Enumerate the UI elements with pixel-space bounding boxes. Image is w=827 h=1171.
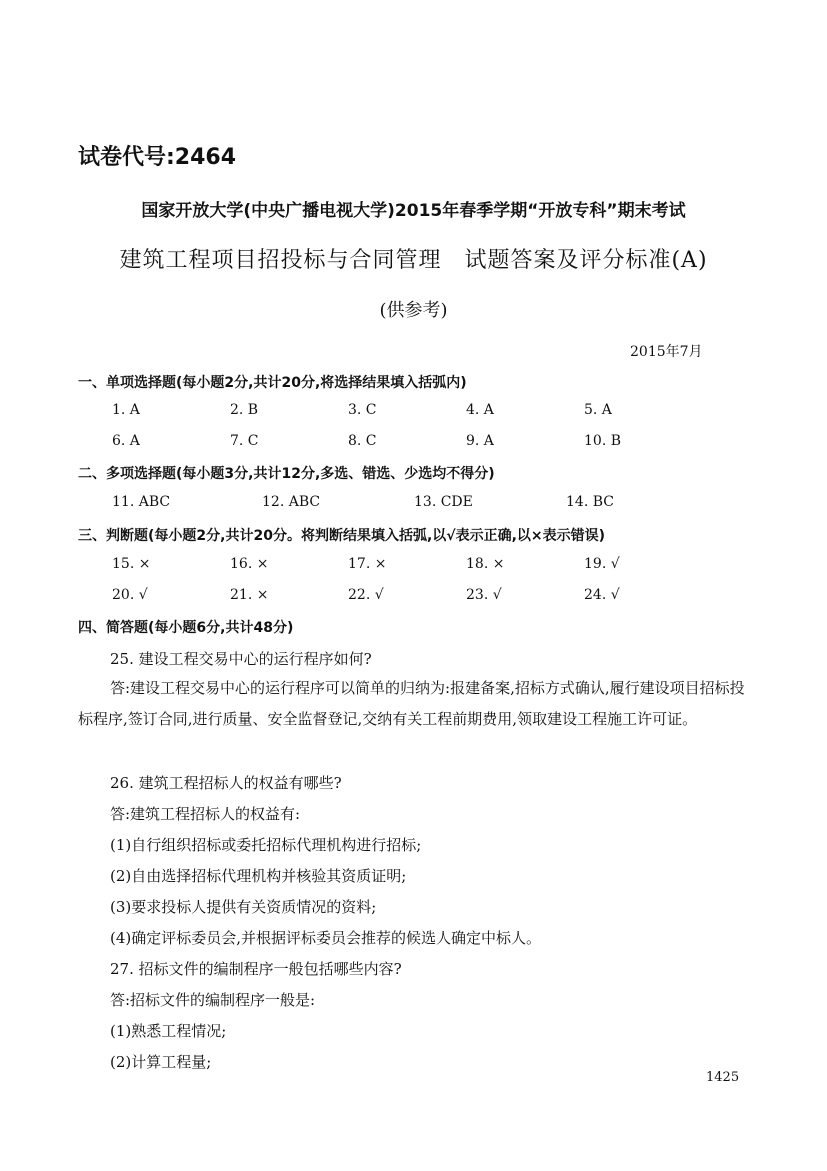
answer-item: 19. √ <box>584 556 620 572</box>
answer-item: 14. BC <box>566 494 614 510</box>
answer-25 <box>78 673 758 735</box>
answer-item: 18. × <box>466 556 505 572</box>
question-27: 27. 招标文件的编制程序一般包括哪些内容? <box>110 960 402 978</box>
answer-item: 6. A <box>112 433 140 449</box>
answer-item: 7. C <box>230 433 259 449</box>
answer-item: 20. √ <box>112 587 148 603</box>
answer-item: 21. × <box>230 587 269 603</box>
section-heading-short-answer: 四、简答题(每小题6分,共计48分) <box>78 620 294 636</box>
answer-item: 8. C <box>348 433 377 449</box>
answer-25-text: 答:建设工程交易中心的运行程序可以简单的归纳为:报建备案,招标方式确认,履行建设项目招标投标程序,签订合同,进行质量、安全监督登记,交纳有关工程前期费用,领取建设工程施工许可证。 <box>78 679 745 728</box>
section-heading-true-false: 三、判断题(每小题2分,共计20分。将判断结果填入括弧,以√表示正确,以×表示错误) <box>78 528 606 544</box>
answer-26-item: (1)自行组织招标或委托招标代理机构进行招标; <box>110 836 422 854</box>
section-heading-single-choice: 一、单项选择题(每小题2分,共计20分,将选择结果填入括弧内) <box>78 375 467 391</box>
answer-item: 3. C <box>348 402 377 418</box>
question-25: 25. 建设工程交易中心的运行程序如何? <box>110 650 372 668</box>
answer-27-item: (2)计算工程量; <box>110 1053 212 1071</box>
answer-item: 16. × <box>230 556 269 572</box>
answer-item: 13. CDE <box>414 494 473 510</box>
document-title: 建筑工程项目招投标与合同管理 试题答案及评分标准(A) <box>119 248 708 273</box>
section-heading-multiple-choice: 二、多项选择题(每小题3分,共计12分,多选、错选、少选均不得分) <box>78 466 495 482</box>
answer-26-intro: 答:建筑工程招标人的权益有: <box>110 805 301 823</box>
question-26: 26. 建筑工程招标人的权益有哪些? <box>110 774 342 792</box>
answer-item: 5. A <box>584 402 612 418</box>
answer-item: 9. A <box>466 433 494 449</box>
exam-header: 国家开放大学(中央广播电视大学)2015年春季学期“开放专科”期末考试 <box>141 201 686 221</box>
answer-item: 10. B <box>584 433 622 449</box>
answer-item: 22. √ <box>348 587 384 603</box>
page-number: 1425 <box>706 1070 740 1085</box>
paper-code: 试卷代号:2464 <box>78 145 237 170</box>
answer-27-item: (1)熟悉工程情况; <box>110 1022 227 1040</box>
answer-item: 2. B <box>230 402 259 418</box>
answer-item: 4. A <box>466 402 494 418</box>
answer-item: 17. × <box>348 556 387 572</box>
answer-26-item: (3)要求投标人提供有关资质情况的资料; <box>110 898 377 916</box>
answer-26-item: (2)自由选择招标代理机构并核验其资质证明; <box>110 867 407 885</box>
answer-item: 24. √ <box>584 587 620 603</box>
answer-item: 15. × <box>112 556 151 572</box>
document-subtitle: (供参考) <box>379 300 448 321</box>
answer-26-item: (4)确定评标委员会,并根据评标委员会推荐的候选人确定中标人。 <box>110 929 542 947</box>
answer-27-intro: 答:招标文件的编制程序一般是: <box>110 991 316 1009</box>
exam-date: 2015年7月 <box>630 344 703 360</box>
answer-item: 12. ABC <box>262 494 321 510</box>
answer-item: 11. ABC <box>112 494 171 510</box>
answer-item: 1. A <box>112 402 140 418</box>
answer-item: 23. √ <box>466 587 502 603</box>
